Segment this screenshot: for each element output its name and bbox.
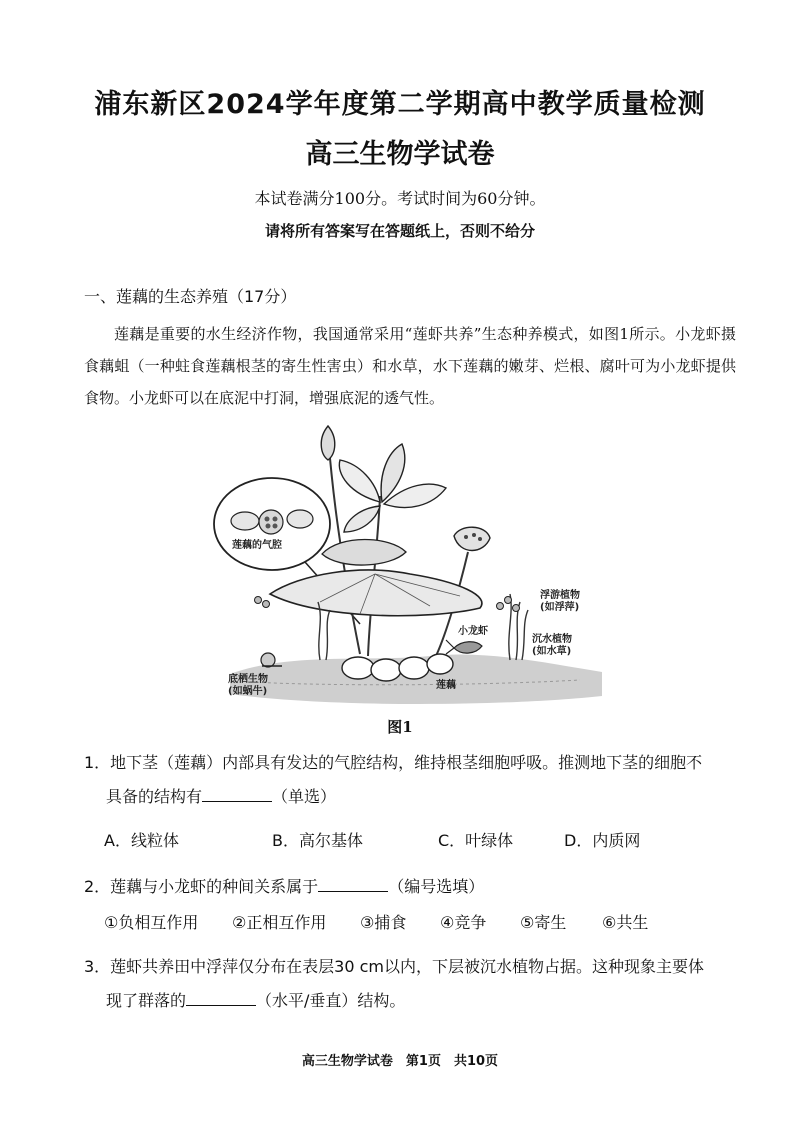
page-footer: 高三生物学试卷 第1页 共10页 <box>301 1054 499 1069</box>
option-2: ②正相互作用 <box>232 913 327 932</box>
question-2: 2．莲藕与小龙虾的种间关系属于 （编号选填） <box>84 870 744 904</box>
option-3: ③捕食 <box>360 913 407 932</box>
exam-subtitle: 高三生物学试卷 <box>305 139 495 170</box>
label-lotus-root: 莲藕 <box>436 680 456 691</box>
option-a: A．线粒体 <box>104 831 179 850</box>
question-3 <box>84 950 744 1018</box>
question-1-cont: 具备的结构有 （单选） <box>84 780 744 814</box>
label-crayfish: 小龙虾 <box>458 626 488 637</box>
label-floating-plant-example: (如浮萍) <box>540 602 580 613</box>
option-6: ⑥共生 <box>602 913 649 932</box>
option-c: C．叶绿体 <box>438 831 514 850</box>
label-submerged-plant: 沉水植物 <box>532 634 572 645</box>
question-3-text: 3．莲虾共养田中浮萍仅分布在表层30 cm以内，下层被沉水植物占据。这种现象主要体 <box>84 957 705 976</box>
exam-instruction: 请将所有答案写在答题纸上，否则不给分 <box>264 222 535 240</box>
option-d: D．内质网 <box>564 831 641 850</box>
label-benthic: 底栖生物 <box>228 674 268 685</box>
figure-lotus-crayfish <box>210 424 610 714</box>
exam-info: 本试卷满分100分。考试时间为60分钟。 <box>254 189 546 208</box>
label-benthic-example: (如蜗牛) <box>228 686 268 697</box>
question-1-text: 1．地下茎（莲藕）内部具有发达的气腔结构，维持根茎细胞呼吸。推测地下茎的细胞不 <box>84 753 703 772</box>
option-4: ④竞争 <box>440 913 487 932</box>
answer-blank-1[interactable] <box>202 783 272 802</box>
option-b: B．高尔基体 <box>272 831 363 850</box>
label-floating-plant: 浮游植物 <box>540 590 580 601</box>
answer-blank-2[interactable] <box>318 873 388 892</box>
option-1: ①负相互作用 <box>104 913 199 932</box>
answer-blank-3[interactable] <box>186 987 256 1006</box>
section-heading: 一、莲藕的生态养殖（17分） <box>84 287 297 306</box>
question-3-cont: 现了群落的 （水平/垂直）结构。 <box>84 984 744 1018</box>
figure-caption: 图1 <box>387 718 413 736</box>
lotus-ecosystem-illustration <box>210 424 610 714</box>
section-intro: 莲藕是重要的水生经济作物，我国通常采用“莲虾共养”生态种养模式，如图1所示。小龙虾摄食藕蛆（一种蛀食莲藕根茎的寄生性害虫）和水草，水下莲藕的嫩芽、烂根、腐叶可为小龙虾提供食物。小龙虾可以在底泥中打洞，增强底泥的透气性。 <box>84 325 736 407</box>
question-1 <box>84 746 744 814</box>
exam-title: 浦东新区2024学年度第二学期高中教学质量检测 <box>94 89 706 120</box>
option-5: ⑤寄生 <box>520 913 567 932</box>
label-air-cavity: 莲藕的气腔 <box>232 540 282 551</box>
label-submerged-plant-example: (如水草) <box>532 646 572 657</box>
